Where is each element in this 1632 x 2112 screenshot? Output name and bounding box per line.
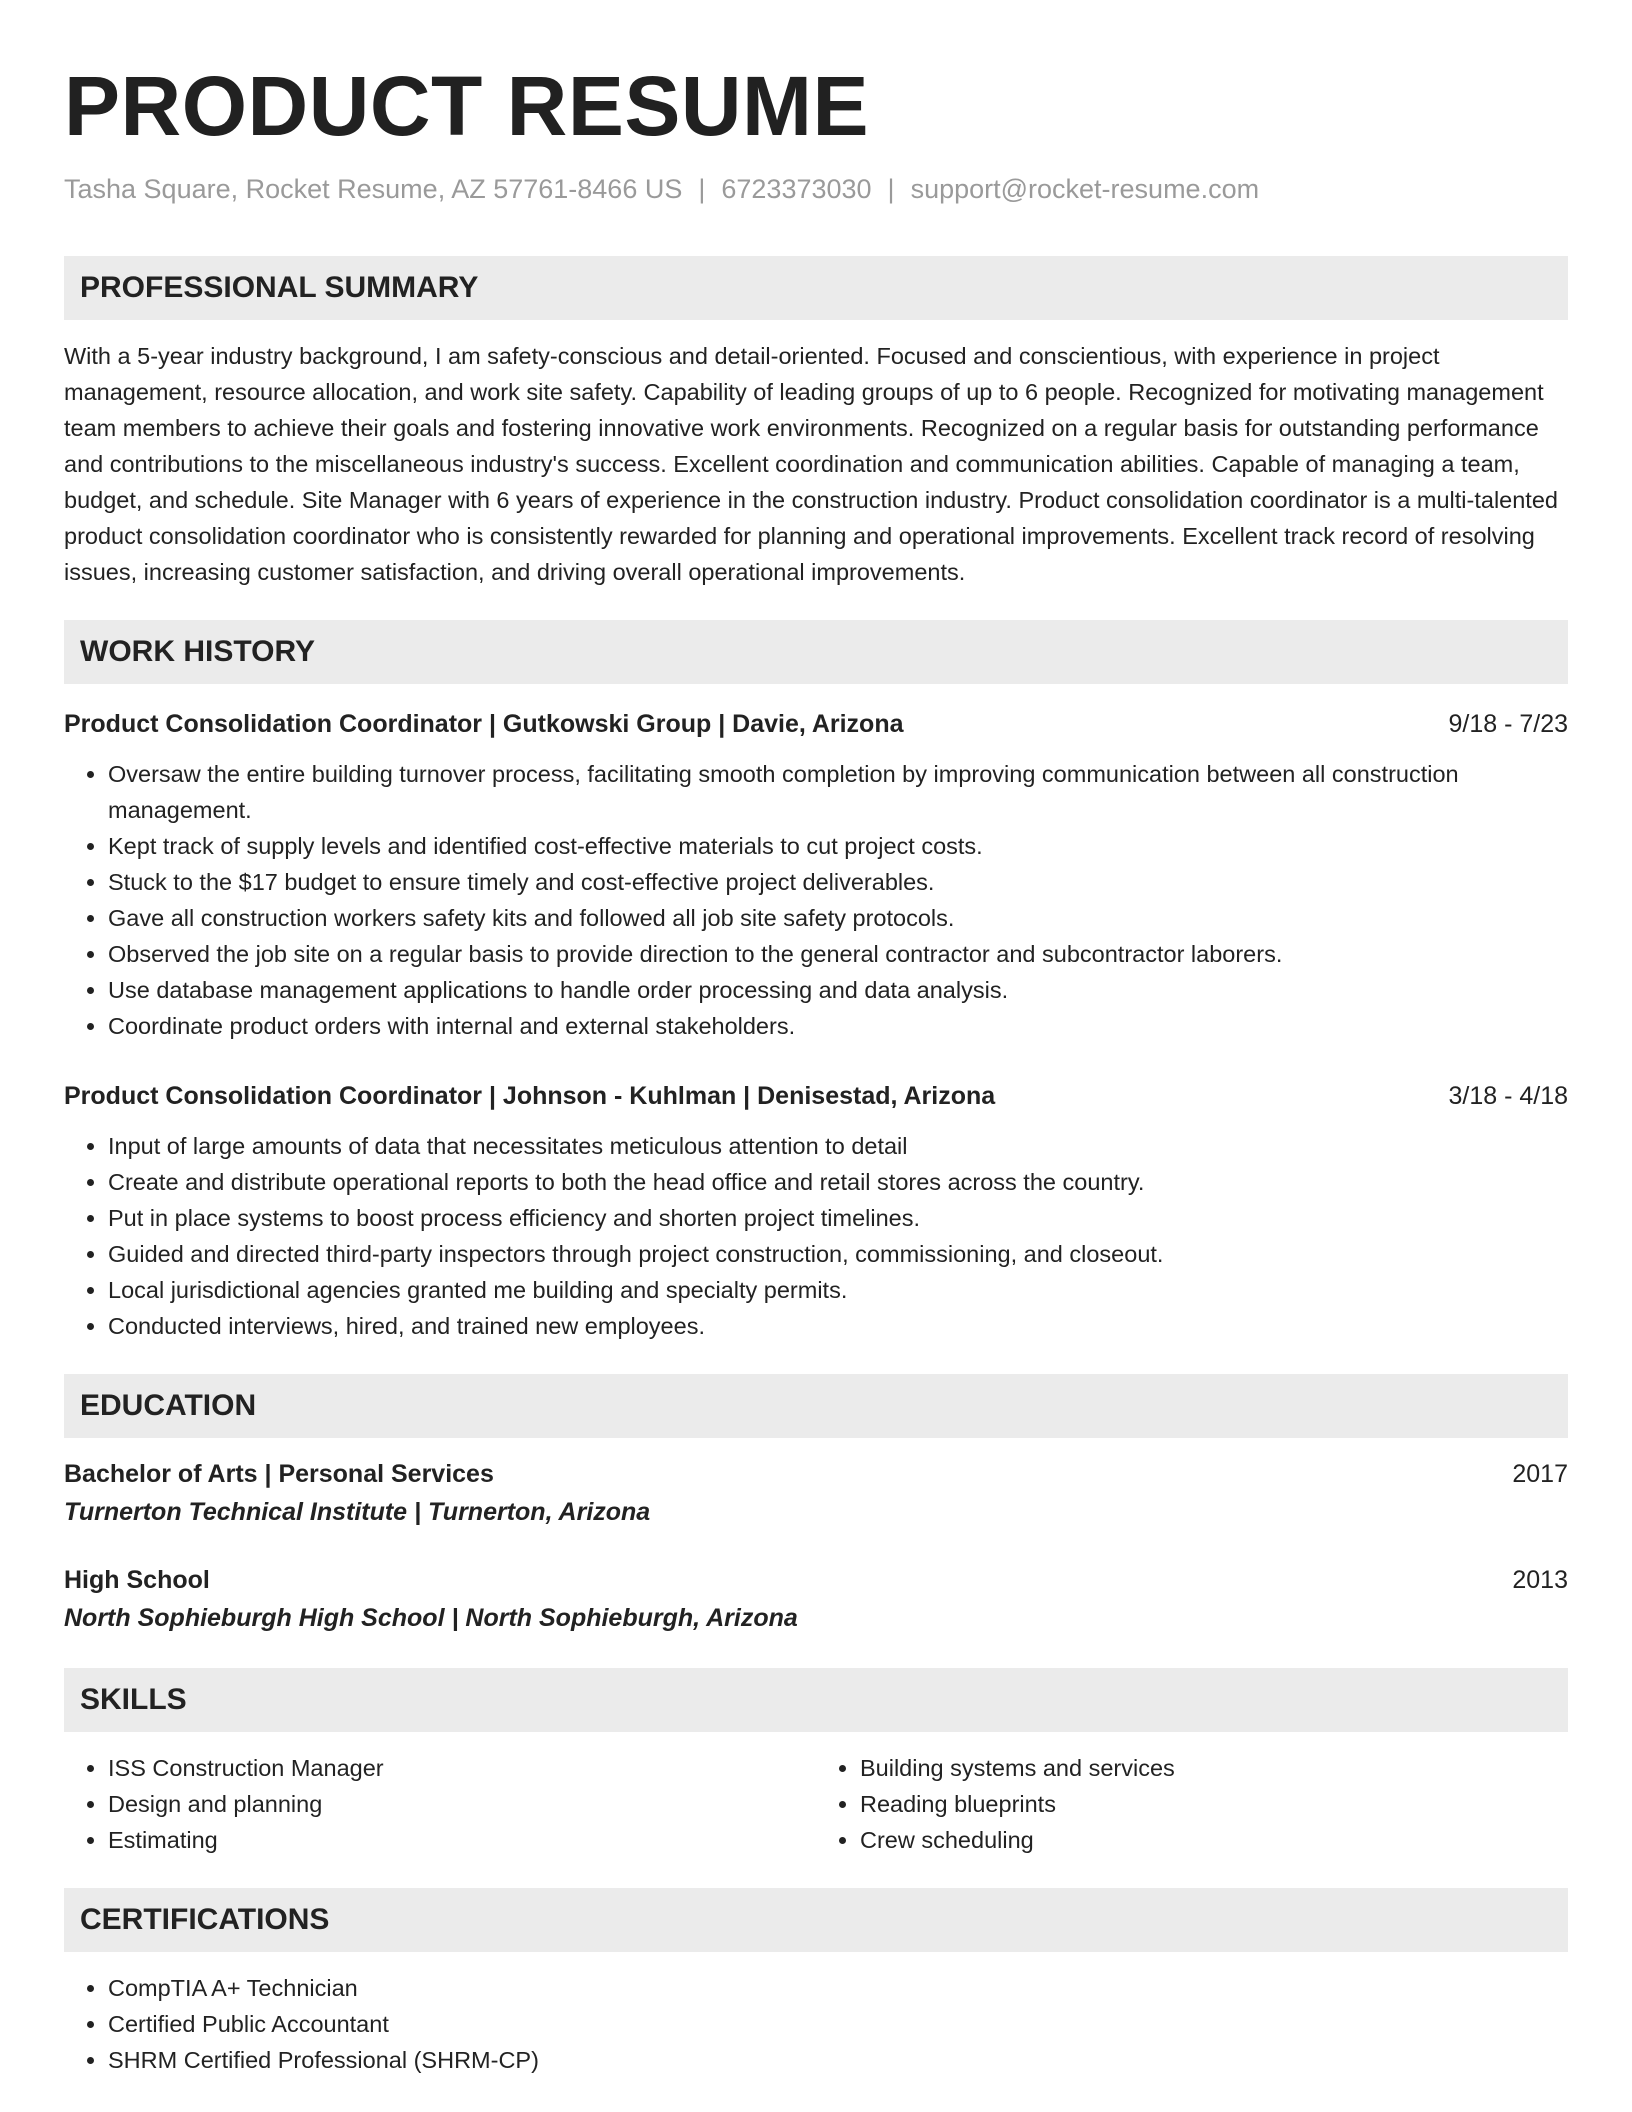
list-item: • Local jurisdictional agencies granted me building and specialty permits. <box>108 1272 1568 1308</box>
job-entry <box>64 706 1568 1044</box>
job-bullets <box>64 1128 1568 1344</box>
list-item: • SHRM Certified Professional (SHRM-CP) <box>108 2042 1568 2078</box>
certifications-list <box>64 1970 1568 2078</box>
resume-title: PRODUCT RESUME <box>64 59 870 153</box>
skills-column-right <box>816 1750 1568 1858</box>
list-item: • ISS Construction Manager <box>108 1750 816 1786</box>
list-item: • Guided and directed third-party inspectors through project construction, commissioning, and closeout. <box>108 1236 1568 1272</box>
job-bullets <box>64 756 1568 1044</box>
list-item: • Conducted interviews, hired, and trained new employees. <box>108 1308 1568 1344</box>
skills-column-left <box>64 1750 816 1858</box>
skills-list <box>64 1750 1568 1858</box>
contact-phone: 6723373030 <box>721 174 872 204</box>
job-dates: 3/18 - 4/18 <box>1448 1082 1568 1110</box>
section-heading-work-history: WORK HISTORY <box>64 620 1568 684</box>
list-item: • Input of large amounts of data that necessitates meticulous attention to detail <box>108 1128 1568 1164</box>
summary-text: With a 5-year industry background, I am safety-conscious and detail-oriented. Focused and conscientious, with experience in project management, resource allocation, and work site safety. Capability of leading groups of up to 6 people. Recognized for motivating management team members to achieve their goals and fostering innovative work environments. Recognized on a regular basis for outstanding performance and contributions to the miscellaneous industry's success. Excellent coordination and communication abilities. Capable of managing a team, budget, and schedule. Site Manager with 6 years of experience in the construction industry. Product consolidation coordinator is a multi-talented product consolidation coordinator who is consistently rewarded for planning and operational improvements. Excellent track record of resolving issues, increasing customer satisfaction, and driving overall operational improvements. <box>64 343 1558 585</box>
list-item: • Oversaw the entire building turnover process, facilitating smooth completion by improving communication between all construction management. <box>108 756 1568 828</box>
list-item: • Kept track of supply levels and identified cost-effective materials to cut project costs. <box>108 828 1568 864</box>
contact-email: support@rocket-resume.com <box>910 174 1260 204</box>
list-item: • Use database management applications to handle order processing and data analysis. <box>108 972 1568 1008</box>
list-item: • Estimating <box>108 1822 816 1858</box>
list-item: • Design and planning <box>108 1786 816 1822</box>
education-entry <box>64 1456 1568 1532</box>
section-heading-summary: PROFESSIONAL SUMMARY <box>64 256 1568 320</box>
section-heading-skills: SKILLS <box>64 1668 1568 1732</box>
contact-separator: | <box>698 174 706 204</box>
education-degree: Bachelor of Arts | Personal Services <box>64 1460 494 1488</box>
list-item: • Reading blueprints <box>860 1786 1568 1822</box>
contact-address: Tasha Square, Rocket Resume, AZ 57761-8466 US <box>64 174 683 204</box>
list-item: • Crew scheduling <box>860 1822 1568 1858</box>
section-heading-certifications: CERTIFICATIONS <box>64 1888 1568 1952</box>
section-heading-education: EDUCATION <box>64 1374 1568 1438</box>
list-item: • Put in place systems to boost process efficiency and shorten project timelines. <box>108 1200 1568 1236</box>
job-dates: 9/18 - 7/23 <box>1448 710 1568 738</box>
education-school: Turnerton Technical Institute | Turnerton, Arizona <box>64 1498 651 1526</box>
job-title: Product Consolidation Coordinator | Gutkowski Group | Davie, Arizona <box>64 710 904 738</box>
education-entry <box>64 1562 1568 1638</box>
list-item: • Certified Public Accountant <box>108 2006 1568 2042</box>
job-entry <box>64 1078 1568 1344</box>
list-item: • Gave all construction workers safety kits and followed all job site safety protocols. <box>108 900 1568 936</box>
list-item: • Observed the job site on a regular basis to provide direction to the general contractor and subcontractor laborers. <box>108 936 1568 972</box>
contact-line <box>64 172 1568 206</box>
list-item: • Building systems and services <box>860 1750 1568 1786</box>
list-item: • Create and distribute operational reports to both the head office and retail stores across the country. <box>108 1164 1568 1200</box>
education-year: 2017 <box>1512 1460 1568 1488</box>
contact-separator: | <box>887 174 895 204</box>
job-title: Product Consolidation Coordinator | Johnson - Kuhlman | Denisestad, Arizona <box>64 1082 996 1110</box>
education-degree: High School <box>64 1566 210 1594</box>
list-item: • Coordinate product orders with internal and external stakeholders. <box>108 1008 1568 1044</box>
education-year: 2013 <box>1512 1566 1568 1594</box>
list-item: • CompTIA A+ Technician <box>108 1970 1568 2006</box>
list-item: • Stuck to the $17 budget to ensure timely and cost-effective project deliverables. <box>108 864 1568 900</box>
education-school: North Sophieburgh High School | North Sophieburgh, Arizona <box>64 1604 798 1632</box>
